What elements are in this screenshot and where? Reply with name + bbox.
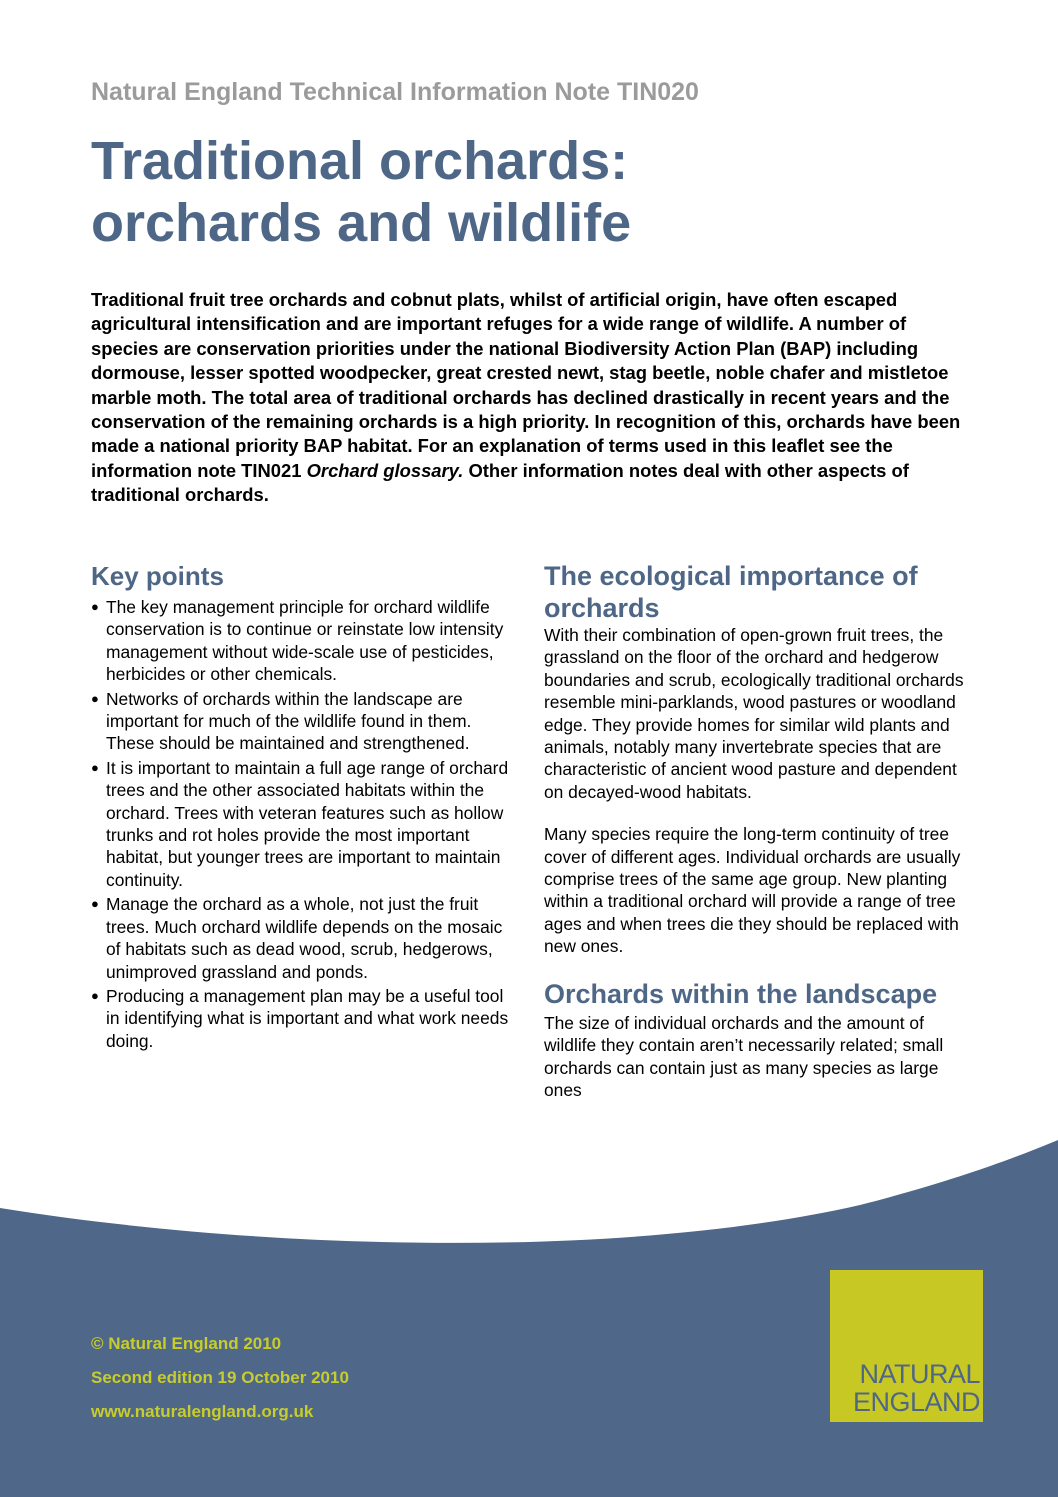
- bullet-icon: ●: [91, 599, 99, 614]
- list-item-text: It is important to maintain a full age range of orchard trees and the other associated habitats within the orchard. Trees with veteran features such as hollow trunks and rot holes provide the most important habitat, but younger trees are important to maintain continuity.: [106, 757, 509, 890]
- list-item-text: Manage the orchard as a whole, not just the fruit trees. Much orchard wildlife depends on the mosaic of habitats such as dead wood, scrub, hedgerows, unimproved grassland and ponds.: [106, 894, 503, 982]
- key-points-heading: Key points: [91, 561, 224, 591]
- list-item: [91, 596, 516, 686]
- key-points-list: [91, 596, 516, 1052]
- list-item-text: Networks of orchards within the landscape are important for much of the wildlife found in them. These should be maintained and strengthened.: [106, 688, 472, 754]
- series-label: Natural England Technical Information Note TIN020: [91, 78, 699, 106]
- intro-text-end: Other information notes deal with other aspects of traditional orchards.: [91, 459, 909, 506]
- page-title: [91, 130, 631, 254]
- list-item: [91, 757, 516, 891]
- intro-paragraph: [91, 288, 971, 508]
- footer-info: [91, 1327, 349, 1429]
- logo-line-2: ENGLAND: [852, 1387, 980, 1417]
- title-line-2: orchards and wildlife: [91, 193, 632, 253]
- website-link[interactable]: www.naturalengland.org.uk: [91, 1402, 314, 1421]
- title-line-1: Traditional orchards:: [91, 131, 629, 191]
- landscape-heading: Orchards within the landscape: [544, 978, 938, 1009]
- copyright-text: © Natural England 2010: [91, 1334, 282, 1353]
- intro-italic-title: Orchard glossary.: [306, 459, 464, 481]
- bullet-icon: ●: [91, 987, 99, 1003]
- list-item: [91, 985, 516, 1052]
- natural-england-logo: [830, 1270, 983, 1422]
- list-item: [91, 893, 516, 983]
- ecological-section: [544, 560, 974, 1121]
- ecological-paragraph-1: With their combination of open-grown fruit trees, the grassland on the floor of the orchard and hedgerow boundaries and scrub, ecologically traditional orchards resemble mini-parklands, wood pastures or woodland edge. They provide homes for similar wild plants and animals, notably many invertebrate species that are characteristic of ancient wood pasture and dependent on decayed-wood habitats.: [544, 625, 964, 802]
- bullet-icon: ●: [91, 690, 99, 706]
- list-item: [91, 688, 516, 755]
- bullet-icon: ●: [91, 759, 99, 775]
- list-item-text: Producing a management plan may be a useful tool in identifying what is important and what work needs doing.: [106, 985, 509, 1051]
- list-item-text: The key management principle for orchard wildlife conservation is to continue or reinstate low intensity management without wide-scale use of pesticides, herbicides or other chemicals.: [106, 597, 504, 685]
- intro-text: Traditional fruit tree orchards and cobnut plats, whilst of artificial origin, have often escaped agricultural intensification and are important refuges for a wide range of wildlife. A number of species are conservation priorities under the national Biodiversity Action Plan (BAP) including dormouse, lesser spotted woodpecker, great crested newt, stag beetle, noble chafer and mistletoe marble moth. The total area of traditional orchards has declined drastically in recent years and the conservation of the remaining orchards is a high priority. In recognition of this, orchards have been made a national priority BAP habitat. For an explanation of terms used in this leaflet see the information note TIN021: [91, 289, 961, 481]
- logo-line-1: NATURAL: [859, 1359, 980, 1389]
- landscape-paragraph: The size of individual orchards and the amount of wildlife they contain aren’t necessarily related; small orchards can contain just as many species as large ones: [544, 1012, 944, 1100]
- bullet-icon: ●: [91, 896, 99, 912]
- ecological-heading: The ecological importance of orchards: [544, 561, 918, 623]
- ecological-paragraph-2: Many species require the long-term continuity of tree cover of different ages. Individual orchards are usually comprise trees of the same age group. New planting within a traditional orchard will provide a range of tree ages and when trees die they should be replaced with new ones.: [544, 824, 961, 957]
- key-points-section: [91, 560, 516, 1054]
- edition-text: Second edition 19 October 2010: [91, 1368, 349, 1387]
